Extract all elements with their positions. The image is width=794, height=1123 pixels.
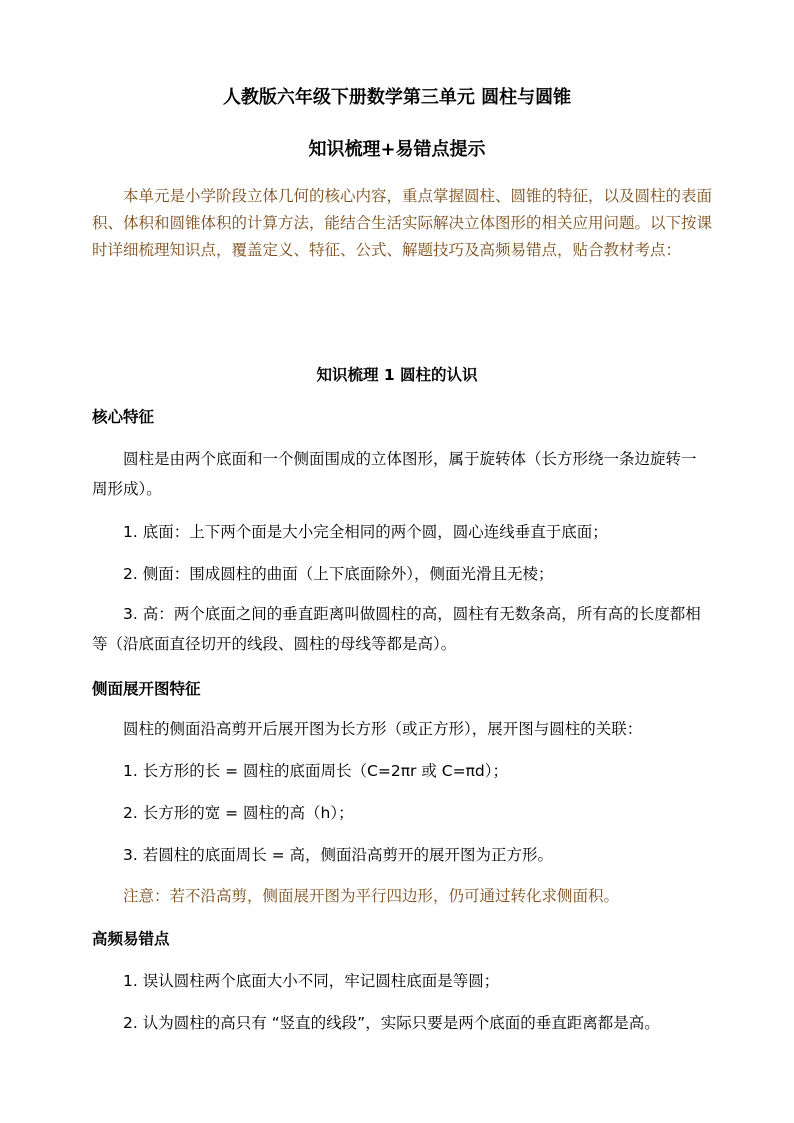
core-item-2: 2. 侧面：围成圆柱的曲面（上下底面除外），侧面光滑且无棱； <box>123 565 554 583</box>
core-item-3: 3. 高：两个底面之间的垂直距离叫做圆柱的高，圆柱有无数条高，所有高的长度都相等（沿底面直径切开的线段、圆柱的母线等都是高）。 <box>92 605 701 653</box>
document-title: 人教版六年级下册数学第三单元 圆柱与圆锥 <box>222 87 572 108</box>
errors-heading: 高频易错点 <box>92 930 170 948</box>
unfold-item-1: 1. 长方形的长 = 圆柱的底面周长（C=2πr 或 C=πd）； <box>123 762 509 780</box>
unfold-item-3: 3. 若圆柱的底面周长 = 高，侧面沿高剪开的展开图为正方形。 <box>123 846 554 864</box>
core-features-heading: 核心特征 <box>92 408 155 426</box>
error-item-1: 1. 误认圆柱两个底面大小不同，牢记圆柱底面是等圆； <box>123 972 500 990</box>
unfold-note: 注意：若不沿高剪，侧面展开图为平行四边形，仍可通过转化求侧面积。 <box>123 887 620 905</box>
core-features-paragraph: 圆柱是由两个底面和一个侧面围成的立体图形，属于旋转体（长方形绕一条边旋转一周形成）。 <box>92 450 697 498</box>
document-subtitle: 知识梳理+易错点提示 <box>308 139 486 160</box>
error-item-2: 2. 认为圆柱的高只有 “竖直的线段”，实际只要是两个底面的垂直距离都是高。 <box>123 1014 660 1032</box>
section-title: 知识梳理 1 圆柱的认识 <box>316 366 478 384</box>
unfold-paragraph: 圆柱的侧面沿高剪开后展开图为长方形（或正方形），展开图与圆柱的关联： <box>123 720 643 738</box>
unfold-item-2: 2. 长方形的宽 = 圆柱的高（h）； <box>123 804 354 822</box>
core-item-1: 1. 底面：上下两个面是大小完全相同的两个圆，圆心连线垂直于底面； <box>123 523 608 541</box>
intro-paragraph: 本单元是小学阶段立体几何的核心内容，重点掌握圆柱、圆锥的特征，以及圆柱的表面积、体积和圆锥体积的计算方法，能结合生活实际解决立体图形的相关应用问题。以下按课时详细梳理知识点，覆盖定义、特征、公式、解题技巧及高频易错点，贴合教材考点： <box>92 187 713 259</box>
unfold-heading: 侧面展开图特征 <box>92 680 201 698</box>
